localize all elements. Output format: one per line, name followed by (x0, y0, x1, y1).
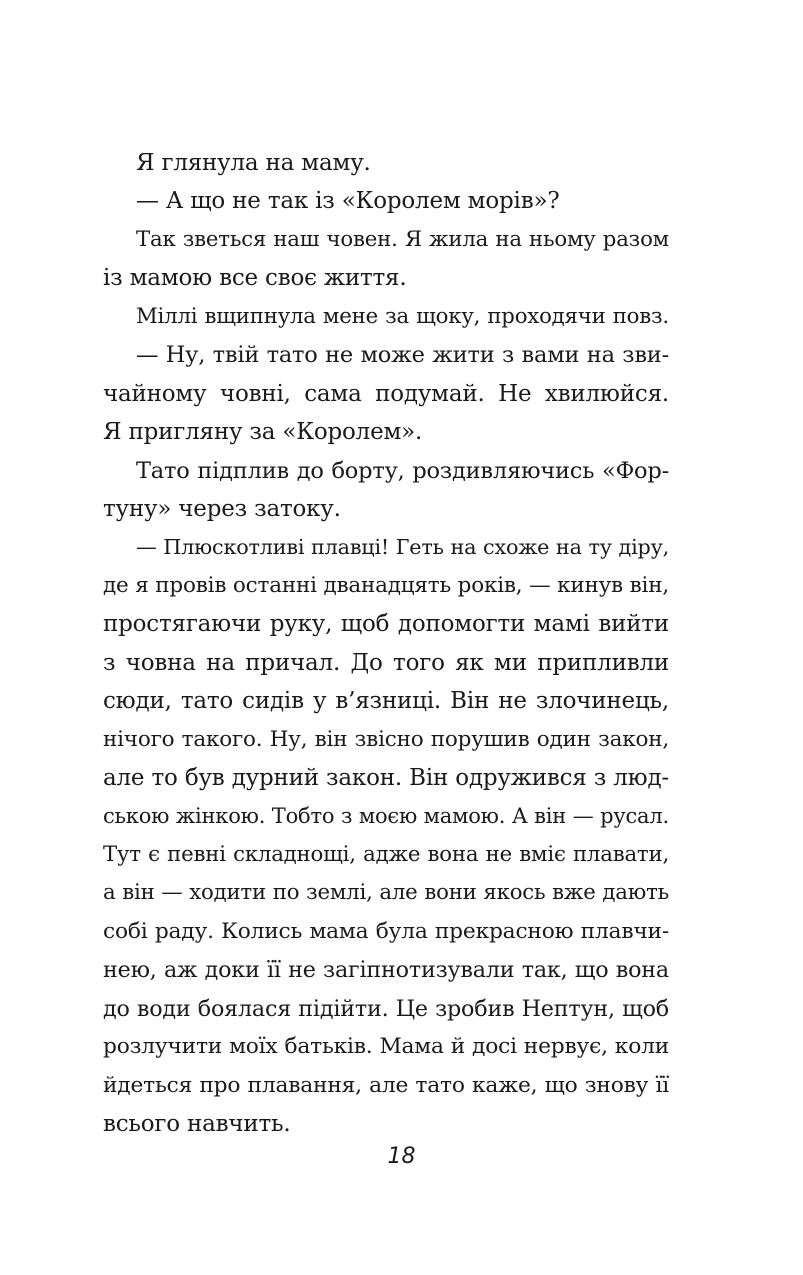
text-line: Я пригляну за «Королем». (103, 419, 423, 446)
text-line: Тато підплив до борту, роздивляючись «Фор- (136, 457, 669, 484)
page-number: 18 (387, 1144, 416, 1169)
text-line: нічого такого. Ну, він звісно порушив один закон, (103, 726, 669, 752)
text-line: Я глянула на маму. (136, 150, 371, 176)
text-line: Так зветься наш човен. Я жила на ньому разом (136, 226, 669, 252)
text-line: але то був дурний закон. Він одружився з люд- (103, 765, 669, 791)
text-line: — Плюскотливі плавці! Геть на схоже на ту діру, (136, 535, 669, 560)
body-text (103, 144, 669, 1143)
text-line: розлучити моїх батьків. Мама й досі нервує, коли (103, 1034, 669, 1060)
text-line: — А що не так із «Королем морів»? (136, 188, 560, 215)
text-line: Тут є певні складнощі, адже вона не вміє плавати, (103, 841, 669, 867)
text-line: туну» через затоку. (103, 495, 341, 522)
text-line: а він — ходити по землі, але вони якось вже дають (103, 880, 669, 906)
text-line: Міллі вщипнула мене за щоку, проходячи повз. (136, 303, 669, 329)
text-line: з човна на причал. До того як ми припливли (103, 649, 669, 676)
text-line: чайному човні, сама подумай. Не хвилюйся. (103, 380, 669, 407)
text-line: де я провів останні дванадцять років, — кинув він, (103, 572, 669, 598)
text-line: простягаючи руку, щоб допомогти мамі вийти (103, 611, 669, 638)
text-line: нею, аж доки її не загіпнотизували так, що вона (103, 957, 669, 984)
text-line: всього навчить. (103, 1110, 291, 1137)
text-line: — Ну, твій тато не може жити з вами на зви- (136, 342, 669, 369)
text-line: ською жінкою. Тобто з моєю мамою. А він — русал. (103, 804, 669, 829)
text-line: собі раду. Колись мама була прекрасною плавчи- (103, 918, 669, 944)
text-line: сюди, тато сидів у в’язниці. Він не злочинець, (103, 688, 669, 715)
text-line: із мамою все своє життя. (103, 265, 407, 292)
text-line: йдеться про плавання, але тато каже, що знову її (103, 1072, 669, 1098)
text-line: до води боялася підійти. Це зробив Нептун, щоб (103, 995, 669, 1022)
